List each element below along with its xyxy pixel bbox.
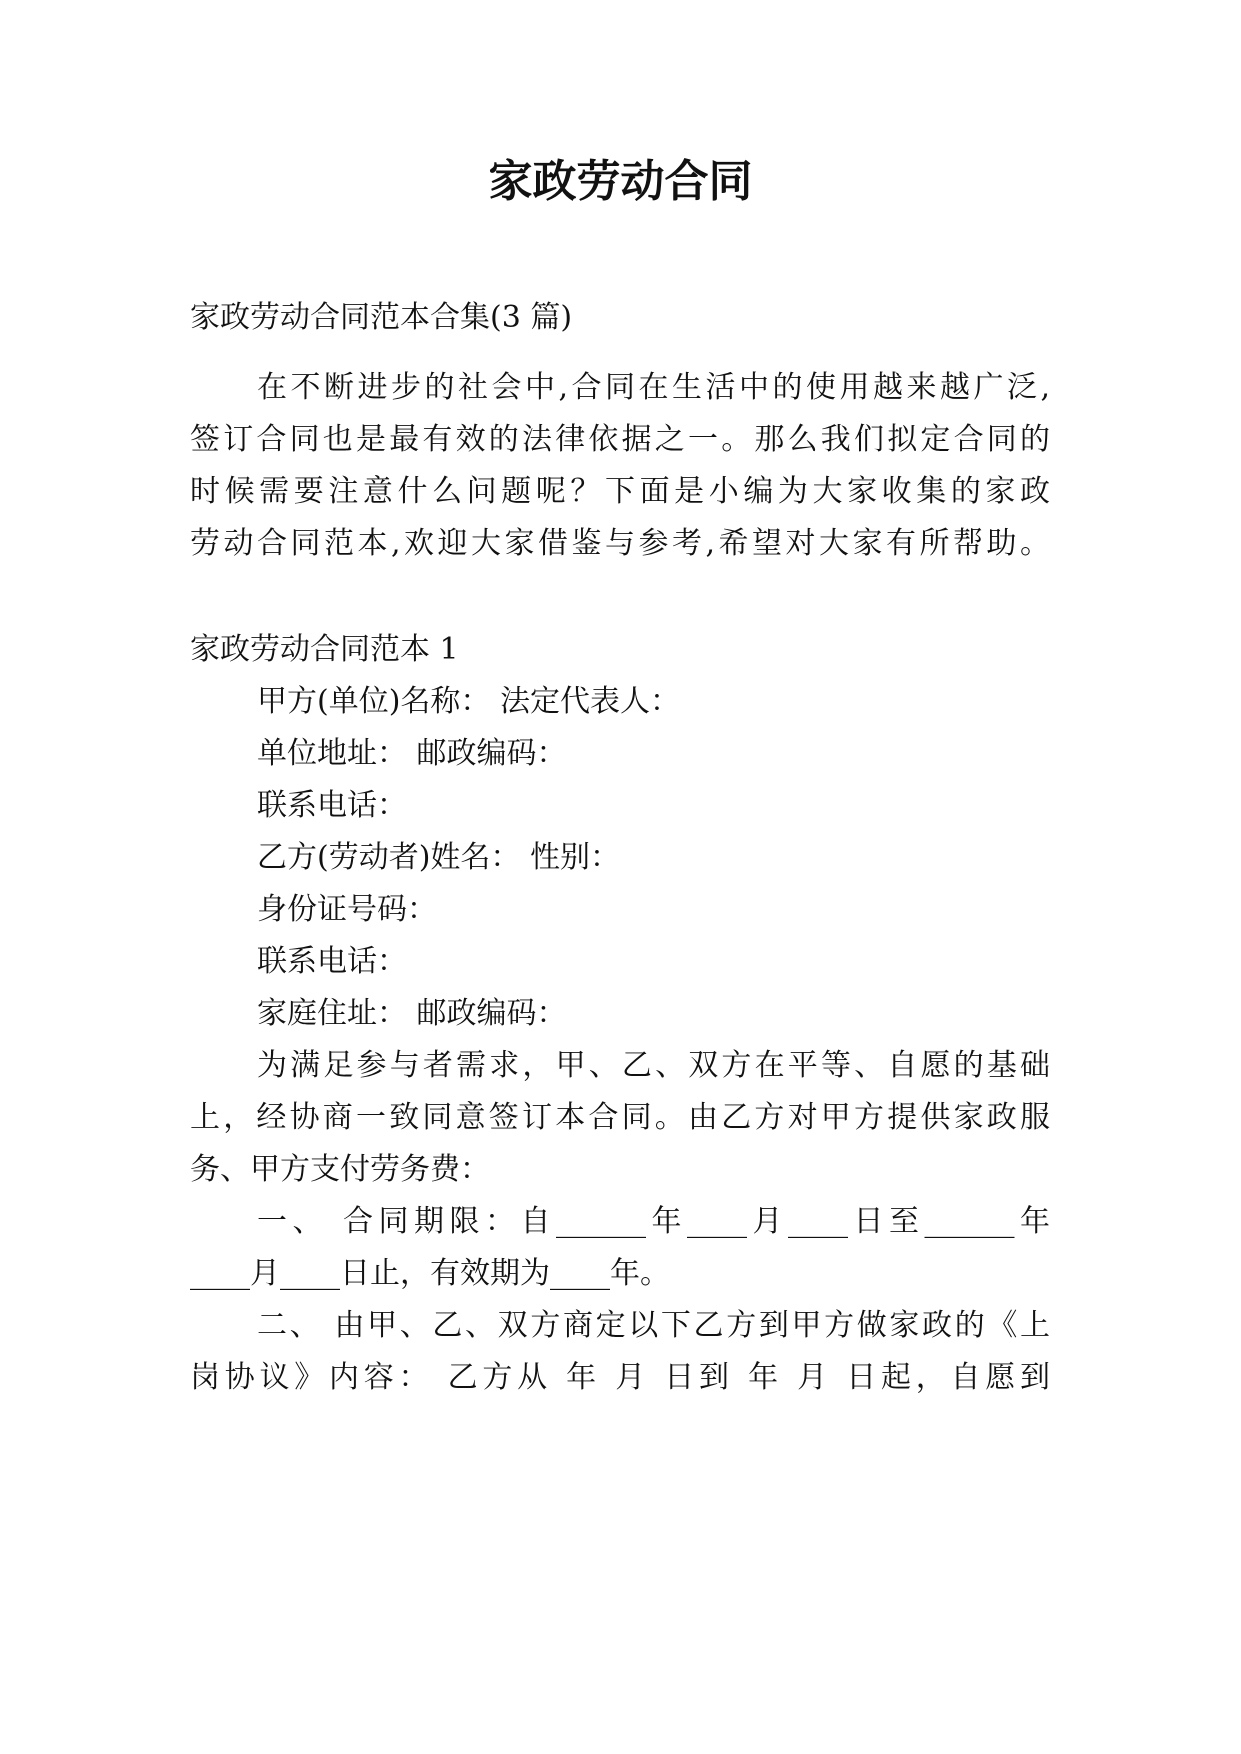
clause-1-line: ____月____日止，有效期为____年。 — [190, 1256, 670, 1291]
document-title: 家政劳动合同 — [488, 156, 753, 207]
intro-line: 签订合同也是最有效的法律依据之一。那么我们拟定合同的 — [190, 422, 1050, 457]
form-field-party-a-address: 单位地址： 邮政编码： — [257, 736, 567, 771]
form-field-party-a-name: 甲方(单位)名称： 法定代表人： — [257, 684, 680, 719]
form-field-party-b-phone: 联系电话： — [257, 944, 407, 979]
intro-line: 在不断进步的社会中,合同在生活中的使用越来越广泛, — [257, 370, 1050, 405]
section-heading: 家政劳动合同范本 1 — [190, 632, 459, 667]
form-field-party-b-name: 乙方(劳动者)姓名： 性别： — [257, 840, 620, 875]
subtitle: 家政劳动合同范本合集(3 篇) — [190, 300, 573, 335]
form-field-party-a-phone: 联系电话： — [257, 788, 407, 823]
clause-2-line: 二、 由甲、乙、双方商定以下乙方到甲方做家政的《上 — [257, 1308, 1050, 1343]
preamble-line: 上，经协商一致同意签订本合同。由乙方对甲方提供家政服 — [190, 1100, 1050, 1135]
preamble-line: 务、甲方支付劳务费： — [190, 1152, 490, 1187]
form-field-party-b-id: 身份证号码： — [257, 892, 437, 927]
intro-line: 劳动合同范本,欢迎大家借鉴与参考,希望对大家有所帮助。 — [190, 526, 1050, 561]
clause-2-line: 岗协议》内容： 乙方从 年 月 日到 年 月 日起，自愿到 — [190, 1360, 1050, 1395]
form-field-party-b-address: 家庭住址： 邮政编码： — [257, 996, 567, 1031]
intro-line: 时候需要注意什么问题呢？下面是小编为大家收集的家政 — [190, 474, 1050, 509]
clause-1-line: 一、 合同期限：自______年____月____日至______年 — [257, 1204, 1050, 1239]
preamble-line: 为满足参与者需求，甲、乙、双方在平等、自愿的基础 — [257, 1048, 1050, 1083]
